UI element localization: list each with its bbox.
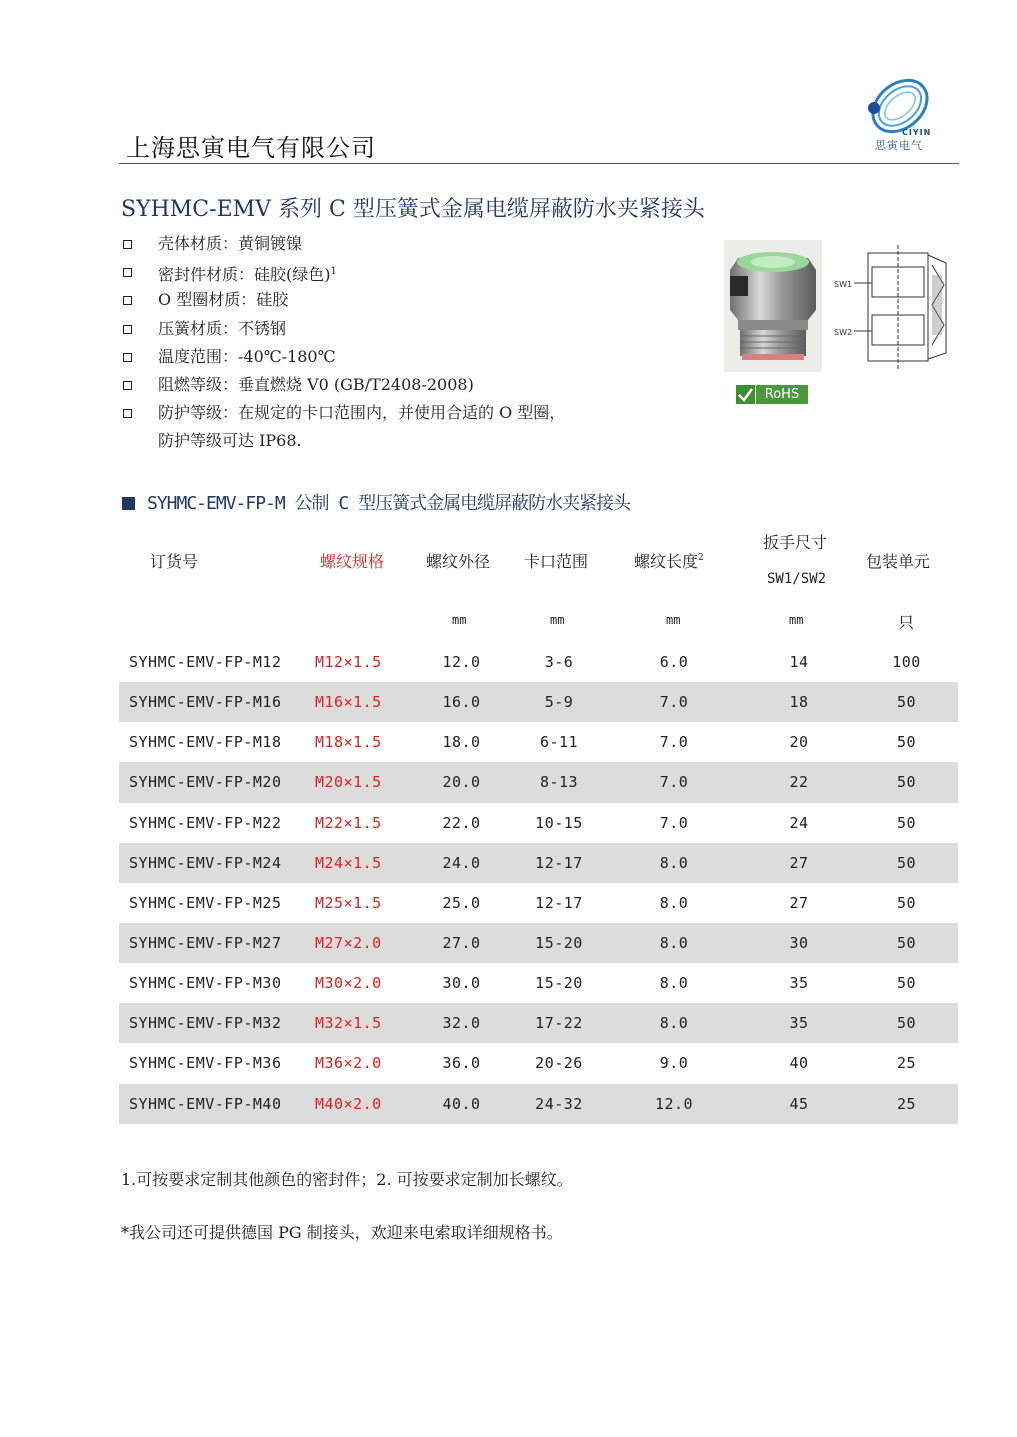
cell-pack: 50 [896, 773, 917, 792]
cell-order-no: SYHMC-EMV-FP-M24 [129, 853, 282, 872]
cell-pack: 50 [896, 813, 917, 832]
cell-wrench: 18 [789, 693, 809, 712]
feature-item: 温度范围：-40℃-180℃ [121, 345, 565, 373]
cell-thread: M12×1.5 [315, 653, 382, 671]
cell-pack: 50 [896, 853, 917, 872]
sw1-label: SW1 [834, 280, 853, 289]
cell-pack: 25 [896, 1094, 917, 1113]
cell-length: 7.0 [659, 693, 689, 712]
cell-order-no: SYHMC-EMV-FP-M12 [129, 653, 282, 671]
feature-item: 阻燃等级：垂直燃烧 V0 (GB/T2408-2008) [121, 373, 565, 401]
cell-order-no: SYHMC-EMV-FP-M40 [129, 1094, 282, 1113]
checkbox-icon [123, 268, 132, 277]
table-row [119, 883, 958, 923]
cell-range: 24-32 [535, 1094, 583, 1113]
cell-od: 30.0 [442, 974, 481, 993]
cell-thread: M30×2.0 [315, 974, 382, 993]
footnote: 1.可按要求定制其他颜色的密封件；2. 可按要求定制加长螺纹。 [121, 1170, 573, 1189]
cell-wrench: 40 [789, 1054, 809, 1073]
check-icon [736, 385, 755, 404]
cell-od: 12.0 [442, 653, 481, 671]
table-row [119, 722, 958, 762]
header-wrench-sub: SW1/SW2 [767, 571, 827, 587]
header-wrench: 扳手尺寸 [763, 533, 828, 552]
cell-od: 40.0 [442, 1094, 481, 1113]
cell-thread: M40×2.0 [315, 1094, 382, 1113]
cell-range: 15-20 [535, 933, 583, 952]
table-row [119, 803, 958, 843]
cell-thread: M27×2.0 [315, 933, 382, 952]
cell-pack: 50 [896, 893, 917, 912]
cell-length: 6.0 [659, 653, 689, 671]
cell-od: 20.0 [442, 773, 481, 792]
cell-range: 5-9 [544, 693, 574, 712]
header-od: 螺纹外径 [426, 552, 491, 571]
cell-length: 12.0 [654, 1094, 694, 1113]
cell-thread: M18×1.5 [315, 733, 382, 752]
rohs-label: RoHS [756, 385, 808, 404]
cell-range: 20-26 [535, 1054, 583, 1073]
feature-item: 密封件材质：硅胶(绿色)$^1$ [121, 260, 565, 288]
cell-thread: M36×2.0 [315, 1054, 382, 1073]
technical-drawing [828, 245, 958, 370]
checkbox-icon [123, 296, 132, 305]
cell-range: 3-6 [544, 653, 574, 671]
cell-pack: 50 [896, 1014, 917, 1033]
cell-pack: 50 [896, 933, 917, 952]
logo-brand: CIYIN [902, 128, 932, 137]
cell-thread: M22×1.5 [315, 813, 382, 832]
cell-range: 10-15 [535, 813, 583, 832]
cell-od: 22.0 [442, 813, 481, 832]
table-row [119, 682, 958, 722]
cell-wrench: 45 [789, 1094, 809, 1113]
cell-length: 7.0 [659, 813, 689, 832]
header-pack: 包装单元 [866, 552, 931, 571]
square-bullet-icon [122, 497, 135, 510]
feature-item: 防护等级：在规定的卡口范围内，并使用合适的 O 型圈， [121, 401, 565, 429]
cell-length: 8.0 [659, 893, 689, 912]
unit-range: mm [550, 613, 565, 627]
feature-item-continued: 防护等级可达 IP68. [158, 431, 302, 451]
cell-wrench: 14 [789, 653, 809, 671]
unit-length: mm [666, 613, 681, 627]
header-range: 卡口范围 [524, 552, 589, 571]
cell-length: 7.0 [659, 773, 689, 792]
cell-od: 18.0 [442, 733, 481, 752]
feature-item: 压簧材质：不锈钢 [121, 317, 565, 345]
table-title: SYHMC-EMV-FP-M 公制 C 型压簧式金属电缆屏蔽防水夹紧接头 [122, 489, 630, 515]
checkbox-icon [123, 240, 132, 249]
cell-length: 8.0 [659, 974, 689, 993]
logo-text: 思寅电气 [875, 139, 923, 152]
feature-list [121, 232, 565, 458]
unit-wrench: mm [789, 613, 804, 627]
cell-thread: M16×1.5 [315, 693, 382, 712]
cell-order-no: SYHMC-EMV-FP-M25 [129, 893, 282, 912]
cell-length: 7.0 [659, 733, 689, 752]
header-divider [119, 163, 959, 164]
checkbox-icon [123, 353, 132, 362]
table-row [119, 642, 958, 682]
table-row [119, 1084, 958, 1124]
cell-order-no: SYHMC-EMV-FP-M22 [129, 813, 282, 832]
series-title: SYHMC-EMV 系列 C 型压簧式金属电缆屏蔽防水夹紧接头 [121, 197, 705, 222]
cell-wrench: 35 [789, 974, 809, 993]
cell-length: 8.0 [659, 933, 689, 952]
company-name: 上海思寅电气有限公司 [126, 134, 376, 162]
cell-order-no: SYHMC-EMV-FP-M36 [129, 1054, 282, 1073]
cell-od: 25.0 [442, 893, 481, 912]
table-row [119, 963, 958, 1003]
cell-order-no: SYHMC-EMV-FP-M18 [129, 733, 282, 752]
cell-pack: 50 [896, 974, 917, 993]
cell-thread: M20×1.5 [315, 773, 382, 792]
cell-pack: 50 [896, 733, 917, 752]
cell-wrench: 20 [789, 733, 809, 752]
cell-range: 8-13 [539, 773, 579, 792]
header-order-no: 订货号 [150, 552, 199, 571]
unit-pack: 只 [898, 613, 915, 632]
cell-od: 16.0 [442, 693, 481, 712]
unit-od: mm [452, 613, 467, 627]
cell-pack: 25 [896, 1054, 917, 1073]
cell-od: 27.0 [442, 933, 481, 952]
cell-od: 36.0 [442, 1054, 481, 1073]
cell-pack: 50 [896, 693, 917, 712]
pg-note: *我公司还可提供德国 PG 制接头，欢迎来电索取详细规格书。 [121, 1223, 563, 1242]
checkbox-icon [123, 325, 132, 334]
cell-length: 9.0 [659, 1054, 689, 1073]
cell-order-no: SYHMC-EMV-FP-M32 [129, 1014, 282, 1033]
checkbox-icon [123, 381, 132, 390]
cell-length: 8.0 [659, 1014, 689, 1033]
feature-item: O 型圈材质：硅胶 [121, 288, 565, 316]
table-row [119, 923, 958, 963]
cell-order-no: SYHMC-EMV-FP-M20 [129, 773, 282, 792]
cell-wrench: 35 [789, 1014, 809, 1033]
cell-wrench: 30 [789, 933, 809, 952]
checkbox-icon [123, 409, 132, 418]
spec-table [119, 642, 958, 1124]
cell-wrench: 27 [789, 853, 809, 872]
cell-range: 17-22 [535, 1014, 583, 1033]
cell-od: 24.0 [442, 853, 481, 872]
sw2-label: SW2 [834, 328, 853, 337]
cell-range: 12-17 [535, 853, 583, 872]
header-length: 螺纹长度$^2$ [634, 552, 704, 571]
cell-thread: M32×1.5 [315, 1014, 382, 1033]
cell-pack: 100 [892, 653, 921, 671]
cell-thread: M25×1.5 [315, 893, 382, 912]
cell-wrench: 22 [789, 773, 809, 792]
cell-range: 12-17 [535, 893, 583, 912]
cell-wrench: 27 [789, 893, 809, 912]
feature-item: 壳体材质：黄铜镀镍 [121, 232, 565, 260]
table-row [119, 1043, 958, 1083]
cell-thread: M24×1.5 [315, 853, 382, 872]
cell-length: 8.0 [659, 853, 689, 872]
cell-od: 32.0 [442, 1014, 481, 1033]
table-row [119, 762, 958, 802]
cell-order-no: SYHMC-EMV-FP-M16 [129, 693, 282, 712]
product-photo [724, 240, 822, 372]
cell-wrench: 24 [789, 813, 809, 832]
cell-range: 6-11 [539, 733, 579, 752]
rohs-badge [736, 385, 808, 404]
cell-order-no: SYHMC-EMV-FP-M30 [129, 974, 282, 993]
header-thread: 螺纹规格 [320, 552, 385, 571]
cell-order-no: SYHMC-EMV-FP-M27 [129, 933, 282, 952]
table-row [119, 843, 958, 883]
table-row [119, 1003, 958, 1043]
cell-range: 15-20 [535, 974, 583, 993]
